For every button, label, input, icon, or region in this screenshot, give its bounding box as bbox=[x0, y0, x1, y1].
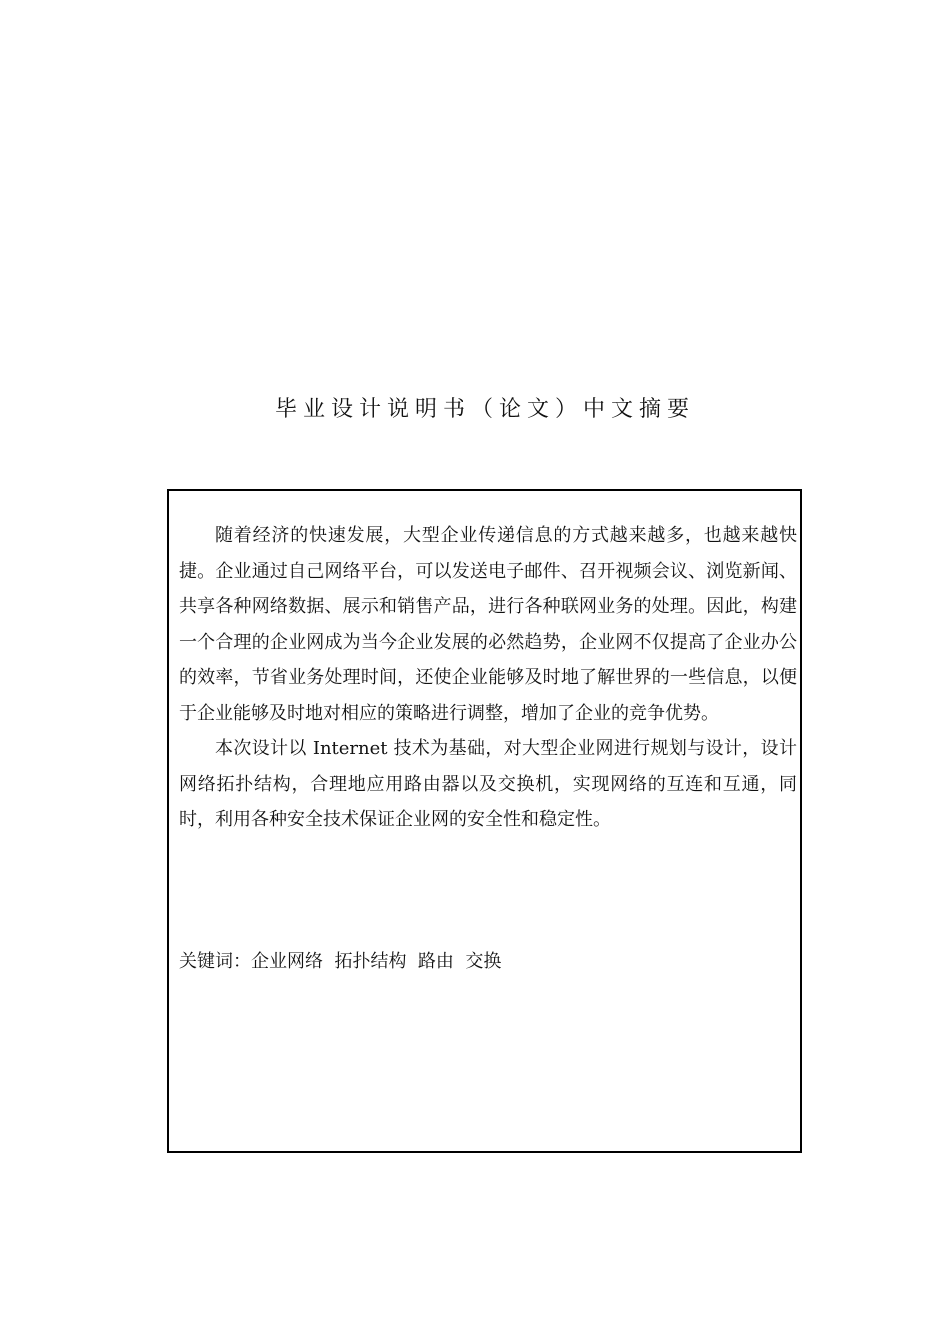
page-title: 毕业设计说明书（论文）中文摘要 bbox=[274, 397, 695, 422]
abstract-paragraph-2: 本次设计以 Internet 技术为基础，对大型企业网进行规划与设计，设计网络拓扑结构，合理地应用路由器以及交换机，实现网络的互连和互通，同时，利用各种安全技术保证企业网的安全性和稳定性。 bbox=[179, 738, 797, 830]
abstract-body bbox=[179, 518, 797, 838]
keywords-line: 关键词：企业网络 拓扑结构 路由 交换 bbox=[179, 951, 502, 972]
abstract-box bbox=[167, 489, 802, 1153]
abstract-paragraph-1: 随着经济的快速发展，大型企业传递信息的方式越来越多，也越来越快捷。企业通过自己网络平台，可以发送电子邮件、召开视频会议、浏览新闻、共享各种网络数据、展示和销售产品，进行各种联网业务的处理。因此，构建一个合理的企业网成为当今企业发展的必然趋势，企业网不仅提高了企业办公的效率，节省业务处理时间，还使企业能够及时地了解世界的一些信息，以便于企业能够及时地对相应的策略进行调整，增加了企业的竞争优势。 bbox=[179, 525, 797, 724]
